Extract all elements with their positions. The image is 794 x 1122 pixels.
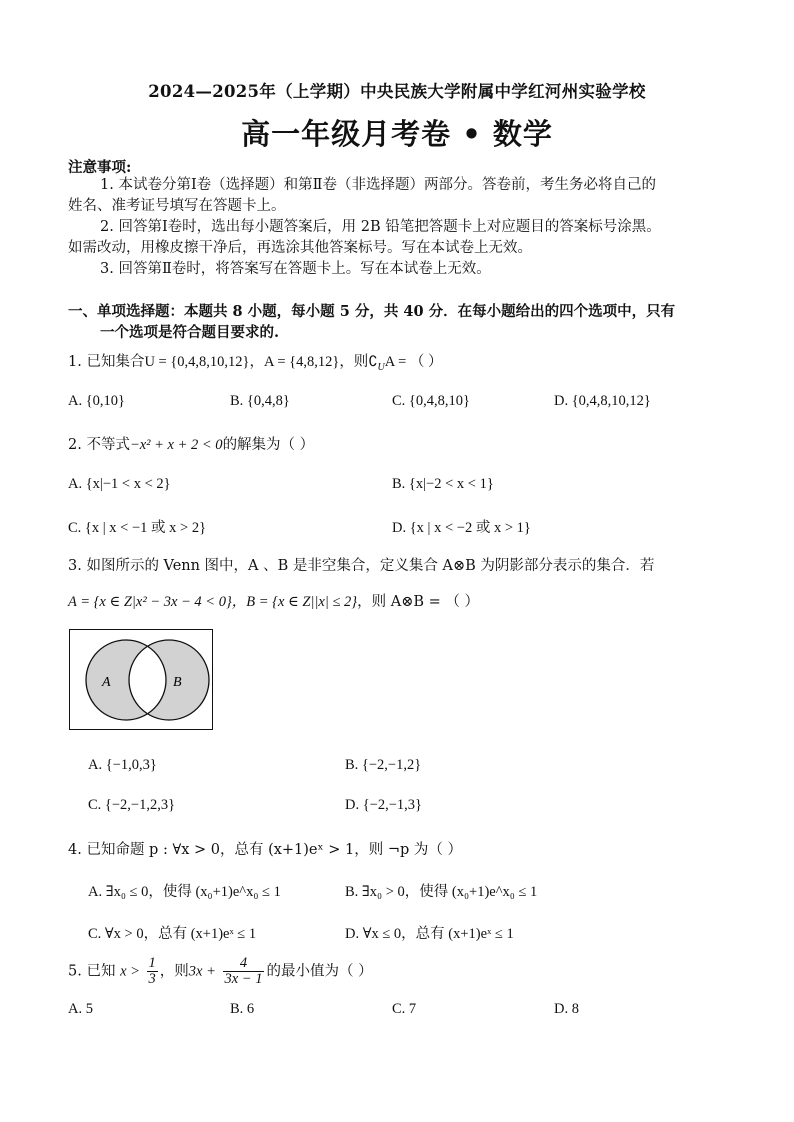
- q2-option-a: A. {x|−1 < x < 2}: [68, 476, 171, 492]
- q5-then: ，则: [159, 963, 189, 980]
- q1-tail: A = （ ）: [384, 354, 443, 370]
- question-3-line2: [68, 590, 479, 611]
- question-4: 4. 已知命题 p : ∀x > 0，总有 (x+1)eˣ > 1，则 ¬p 为（ ）: [68, 842, 463, 858]
- question-1: [68, 350, 443, 373]
- q5-fraction-2: [223, 956, 265, 987]
- q5-option-a: A. 5: [68, 1001, 93, 1017]
- question-5: [68, 956, 373, 987]
- q2-tail: 的解集为（ ）: [222, 437, 315, 453]
- q5-f1-den: 3: [148, 971, 156, 987]
- q1-sep: ，: [249, 354, 265, 370]
- note-2a: 2. 回答第Ⅰ卷时，选出每小题答案后，用 2B 铅笔把答题卡上对应题目的答案标号涂黑。: [100, 219, 661, 235]
- note-1b: 姓名、准考证号填写在答题卡上。: [68, 198, 286, 214]
- q1-option-b: B. {0,4,8}: [230, 393, 290, 409]
- q5-f1-num: 1: [148, 955, 156, 971]
- note-1a: 1. 本试卷分第Ⅰ卷（选择题）和第Ⅱ卷（非选择题）两部分。答卷前，考生务必将自己的: [100, 177, 657, 193]
- q5-option-d: D. 8: [554, 1001, 579, 1017]
- q2-option-c: C. {x | x < −1 或 x > 2}: [68, 520, 207, 536]
- q2-number: 2.: [68, 437, 82, 453]
- question-2: [68, 433, 314, 454]
- q2-option-d: D. {x | x < −2 或 x > 1}: [392, 520, 531, 536]
- q1-option-d: D. {0,4,8,10,12}: [554, 393, 651, 409]
- section-1-line1: 一、单项选择题：本题共 8 小题，每小题 5 分，共 40 分．在每小题给出的四个选项中，只有: [68, 303, 676, 320]
- venn-diagram: [69, 629, 213, 730]
- q5-expr: 3x +: [188, 963, 216, 980]
- section-1-line2: 一个选项是符合题目要求的.: [100, 324, 280, 341]
- q4-option-b: B. ∃x₀ > 0，使得 (x₀+1)e^x₀ ≤ 1: [345, 884, 538, 900]
- venn-label-b: B: [173, 675, 182, 690]
- note-3: 3. 回答第Ⅱ卷时，将答案写在答题卡上。写在本试卷上无效。: [100, 261, 491, 277]
- q5-f2-num: 4: [223, 956, 265, 972]
- q5-option-c: C. 7: [392, 1001, 417, 1017]
- question-3-line1: 3. 如图所示的 Venn 图中，A 、B 是非空集合，定义集合 A⊗B 为阴影部分表示的集合．若: [68, 558, 655, 574]
- q5-f2-den: 3x − 1: [224, 971, 263, 987]
- q5-number: 5.: [68, 963, 82, 980]
- q5-x-gt: x >: [120, 963, 140, 980]
- q3-option-d: D. {−2,−1,3}: [345, 797, 422, 813]
- q4-option-d: D. ∀x ≤ 0，总有 (x+1)eˣ ≤ 1: [345, 926, 514, 942]
- q2-option-b: B. {x|−2 < x < 1}: [392, 476, 494, 492]
- q1-option-c: C. {0,4,8,10}: [392, 393, 470, 409]
- q3-set-b: ，B = {x ∈ Z||x| ≤ 2}: [231, 594, 358, 610]
- venn-label-a: A: [102, 675, 111, 690]
- notes-heading: 注意事项:: [68, 159, 132, 176]
- q3-tail: ，则 A⊗B = （ ）: [357, 594, 479, 610]
- q5-tail: 的最小值为（ ）: [266, 963, 373, 980]
- q5-option-b: B. 6: [230, 1001, 255, 1017]
- q1-complement-sub: U: [377, 361, 385, 373]
- q3-option-a: A. {−1,0,3}: [88, 757, 157, 773]
- q1-set-u: U = {0,4,8,10,12}: [144, 354, 250, 370]
- exam-title: 高一年级月考卷 • 数学: [241, 117, 553, 151]
- note-2b: 如需改动，用橡皮擦干净后，再选涂其他答案标号。写在本试卷上无效。: [68, 240, 532, 256]
- q1-set-a: A = {4,8,12}: [264, 354, 340, 370]
- q1-then: ，则: [339, 354, 369, 370]
- q4-option-a: A. ∃x₀ ≤ 0，使得 (x₀+1)e^x₀ ≤ 1: [88, 884, 281, 900]
- venn-svg: [70, 630, 211, 728]
- q2-inequality: −x² + x + 2 < 0: [129, 437, 223, 453]
- q4-option-c: C. ∀x > 0，总有 (x+1)eˣ ≤ 1: [88, 926, 257, 942]
- q3-option-b: B. {−2,−1,2}: [345, 757, 422, 773]
- q2-pre: 不等式: [86, 437, 130, 453]
- q5-fraction-1: [147, 956, 158, 987]
- q1-option-a: A. {0,10}: [68, 393, 126, 409]
- q3-option-c: C. {−2,−1,2,3}: [88, 797, 176, 813]
- q5-pre: 已知: [86, 963, 116, 980]
- q1-pre: 已知集合: [86, 354, 145, 370]
- q3-set-a: A = {x ∈ Z|x² − 3x − 4 < 0}: [68, 594, 232, 610]
- q1-number: 1.: [68, 354, 82, 370]
- school-title: 2024—2025年（上学期）中央民族大学附属中学红河州实验学校: [148, 82, 646, 101]
- q1-complement: ∁: [368, 354, 378, 370]
